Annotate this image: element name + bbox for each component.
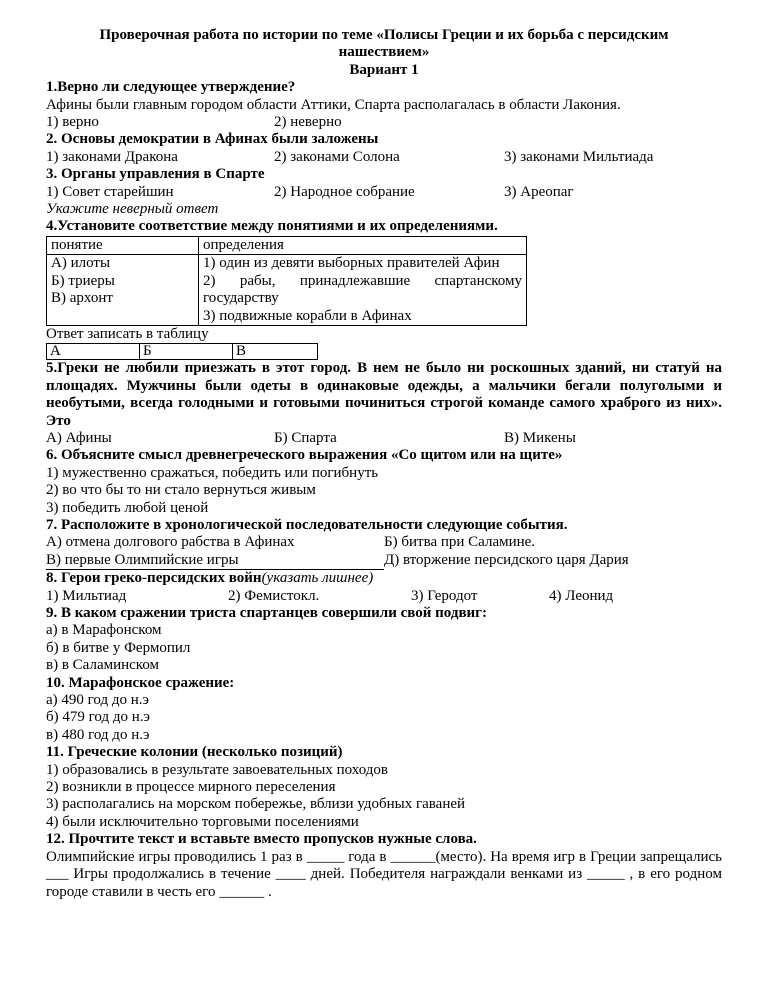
q6-option-1: 1) мужественно сражаться, победить или погибнуть [46,464,379,481]
worksheet-page [46,27,722,901]
col-header-definition: определения [199,236,527,254]
definition-2: 2) рабы, принадлежавшие спартанскому государству [203,272,522,307]
q3-option-2: 2) Народное собрание [274,183,415,200]
q10-option-b: б) 479 год до н.э [46,709,150,726]
title-line-1: Проверочная работа по истории по теме «Полисы Греции и их борьба с персидским [99,27,669,43]
q10-option-a: а) 490 год до н.э [46,692,149,709]
term-b: Б) триеры [51,272,115,289]
q1-option-2: 2) неверно [274,114,342,131]
terms-cell [47,255,199,326]
q9-option-v: в) в Саламинском [46,657,160,674]
q6-option-3: 3) победить любой ценой [46,499,209,516]
q1-question: 1.Верно ли следующее утверждение? [46,79,296,96]
q1-statement: Афины были главным городом области Аттики, Спарта располагалась в области Лакония. [46,96,621,113]
q6-question: 6. Объясните смысл древнегреческого выражения «Со щитом или на щите» [46,447,563,464]
q7-option-a: А) отмена долгового рабства в Афинах [46,534,295,551]
q3-option-3: 3) Ареопаг [504,183,574,200]
q2-options [46,149,722,166]
q10-option-v: в) 480 год до н.э [46,726,150,743]
q7-question: 7. Расположите в хронологической последовательности следующие события. [46,516,568,533]
q8-option-3: 3) Геродот [411,587,478,604]
variant-label: Вариант 1 [349,61,419,78]
definition-1: 1) один из девяти выборных правителей Афин [203,255,500,272]
q3-options [46,184,722,201]
q4-answer-note: Ответ записать в таблицу [46,325,209,342]
answer-cell-a[interactable]: А [47,344,140,360]
q7-row-2 [46,552,722,570]
q9-option-b: б) в битве у Фермопил [46,639,191,656]
q5-question: 5.Греки не любили приезжать в этот город. В нем не было ни роскошных зданий, ни статуй на площадях. Мужчины были одеты в одинаковые одежды, а мальчики бегали полуголыми и необутыми, всегда голодными и готовыми починиться строгой команде самого храброго из них». Это [46,360,722,429]
q8-question-line [46,570,722,587]
q5-option-b: Б) Спарта [274,429,337,446]
q5-option-a: А) Афины [46,429,112,446]
q8-option-4: 4) Леонид [549,587,614,604]
answer-cell-v[interactable]: В [233,344,318,360]
answer-table [46,343,318,360]
q3-note: Укажите неверный ответ [46,201,219,218]
q12-text: Олимпийские игры проводились 1 раз в _____ года в ______(место). На время игр в Греции запрещались ___ Игры продолжались в течение ____ дней. Победителя награждали венками из _____ , в его родном городе ставили в честь его ______ . [46,848,722,900]
definitions-cell [199,255,527,326]
q11-question: 11. Греческие колонии (несколько позиций) [46,744,343,761]
q1-options [46,114,722,131]
q11-option-2: 2) возникли в процессе мирного переселения [46,779,336,796]
q2-option-3: 3) законами Мильтиада [504,148,654,165]
col-header-term: понятие [47,236,199,254]
q11-option-1: 1) образовались в результате завоевательных походов [46,761,388,778]
q8-option-1: 1) Мильтиад [46,587,127,604]
q4-question: 4.Установите соответствие между понятиями и их определениями. [46,218,498,235]
q7-option-d: Д) вторжение персидского царя Дария [384,551,629,568]
q10-question: 10. Марафонское сражение: [46,674,235,691]
term-v: В) архонт [51,290,113,307]
q3-question: 3. Органы управления в Спарте [46,166,265,183]
q11-option-4: 4) были исключительно торговыми поселениями [46,813,359,830]
q2-question: 2. Основы демократии в Афинах были заложены [46,131,379,148]
title-line-2: нашествием» [338,44,430,61]
q8-question: 8. Герои греко-персидских войн [46,570,262,587]
q2-option-1: 1) законами Дракона [46,148,178,165]
q11-option-3: 3) располагались на морском побережье, вблизи удобных гаваней [46,796,466,813]
q9-option-a: а) в Марафонском [46,622,162,639]
q8-option-2: 2) Фемистокл. [228,587,320,604]
q7-option-b: Б) битва при Саламине. [384,534,536,551]
q1-option-1: 1) верно [46,114,99,131]
matching-table [46,236,527,326]
q3-option-1: 1) Совет старейшин [46,183,174,200]
q6-option-2: 2) во что бы то ни стало вернуться живым [46,482,316,499]
q5-option-v: В) Микены [504,429,576,446]
q2-option-2: 2) законами Солона [274,148,400,165]
definition-3: 3) подвижные корабли в Афинах [203,307,412,324]
q7-option-v: В) первые Олимпийские игры [46,552,384,570]
q5-options [46,430,722,447]
q7-row-1 [46,534,722,551]
answer-cell-b[interactable]: Б [140,344,233,360]
q12-question: 12. Прочтите текст и вставьте вместо пропусков нужные слова. [46,831,477,848]
term-a: А) илоты [51,255,111,272]
q8-options [46,588,722,605]
q9-question: 9. В каком сражении триста спартанцев совершили свой подвиг: [46,605,487,621]
q8-question-note: (указать лишнее) [261,570,374,587]
